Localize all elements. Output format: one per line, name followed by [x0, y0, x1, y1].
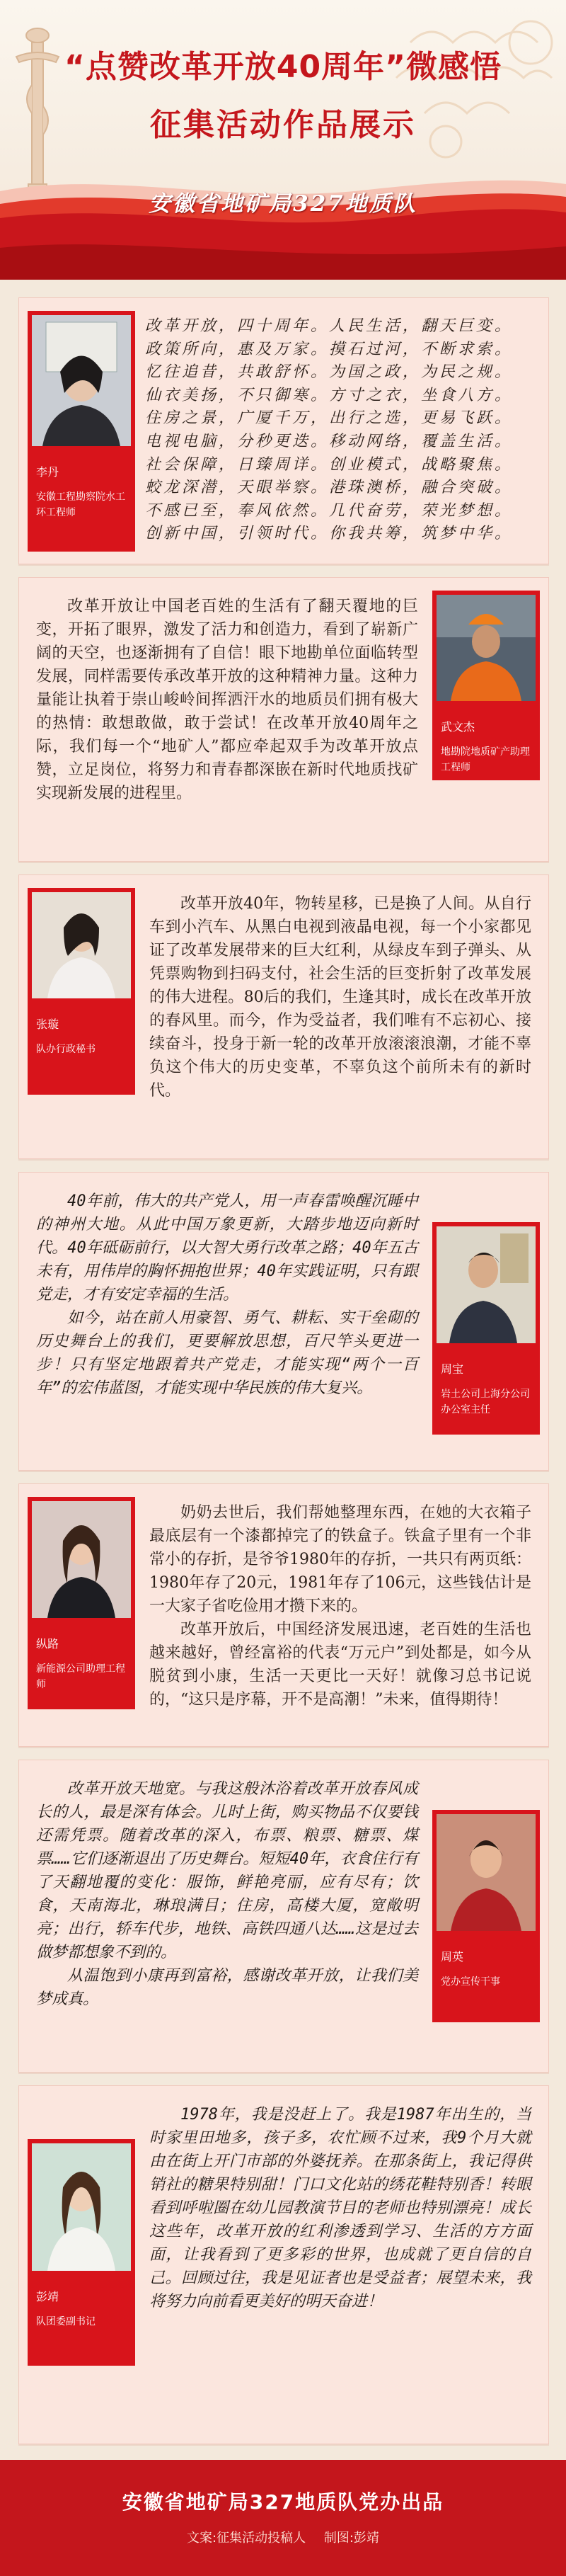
red-ribbon-wave-icon: [0, 163, 566, 280]
author-title: 党办宣传干事: [441, 1976, 500, 1988]
essay-paragraph: 如今，站在前人用豪智、勇气、耕耘、实干垒砌的历史舞台上的我们，更要解放思想，百尺竿头更进一步！只有坚定地跟着共产党走，才能实现“两个一百年”的宏伟蓝图，才能实现中华民族的伟大复兴。: [36, 1309, 418, 1397]
essay-text: [149, 892, 531, 1102]
author-panel: [28, 888, 135, 1095]
author-title: 队团委副书记: [36, 2316, 96, 2327]
footer-org: 安徽省地矿局327地质队党办出品: [122, 2490, 444, 2514]
author-name: 张璇: [36, 1018, 59, 1031]
author-panel: [28, 2139, 135, 2366]
essay-paragraph: 改革开放天地宽。与我这般沐浴着改革开放春风成长的人，最是深有体会。儿时上街，购买物品不仅要钱还需凭票。随着改革的深入，布票、粮票、糖票、煤票……它们逐渐退出了历史舞台。短短40年，衣食住行有了天翻地覆的变化：服饰，鲜艳亮丽，应有尽有；饮食，天南海北，琳琅满目；住房，高楼大厦，宽敞明亮；出行，轿车代步，地铁、高铁四通八达……这是过去做梦都想象不到的。: [36, 1780, 418, 1961]
footer: [0, 2460, 566, 2576]
author-title: 队办行政秘书: [36, 1044, 96, 1055]
author-photo: [437, 1226, 536, 1343]
poem-line: 政策所向，惠及万家。摸石过河，不断求索。: [145, 340, 514, 358]
essay-card: [18, 1760, 549, 2073]
poem-line: 社会保障，日臻周详。创业模式，战略聚焦。: [145, 455, 514, 474]
essay-card: [18, 297, 549, 564]
author-name: 周英: [441, 1950, 464, 1964]
author-name: 李丹: [36, 465, 59, 479]
essay-paragraph: 改革开放让中国老百姓的生活有了翻天覆地的巨变，开拓了眼界，激发了活力和创造力，看到了崭新广阔的天空，也逐渐拥有了自信！眼下地勘单位面临转型发展，同样需要传承改革开放的这种精神力量。这种力量能让执着于崇山峻岭间挥洒汗水的地质员们拥有极大的热情：敢想敢做，敢于尝试！在改革开放40周年之际，我们每一个“地矿人”都应牵起双手为改革开放点赞，立足岗位，将努力和青春都深嵌在新时代地质找矿实现新发展的进程里。: [36, 598, 418, 802]
author-title: 新能源公司助理工程师: [36, 1663, 125, 1690]
essay-text: [36, 595, 418, 805]
essay-text: [149, 1501, 531, 1711]
poem-line: 不感已至，奉风依然。几代奋劳，荣光梦想。: [145, 501, 514, 520]
poem-line: 忆往追昔，共敢舒怀。为国之政，为民之规。: [145, 363, 514, 382]
essay-paragraph: 从温饱到小康再到富裕，感谢改革开放，让我们美梦成真。: [36, 1967, 418, 2008]
essay-text: [36, 1777, 418, 2011]
poem-line: 蛟龙深潜，天眼举察。港珠澳桥，融合突破。: [145, 479, 514, 497]
author-name: 纵路: [36, 1637, 59, 1651]
poem-line: 住房之景，广厦千万，出行之选，更易飞跃。: [145, 409, 514, 428]
essay-paragraph: 改革开放后，中国经济发展迅速，老百姓的生活也越来越好，曾经富裕的代表“万元户”到处都是，如今从脱贫到小康，生活一天更比一天好！就像习总书记说的，“这只是序幕，开不是高潮！”未来，值得期待！: [149, 1621, 531, 1709]
essay-card: [18, 1172, 549, 1471]
title-line-2: 征集活动作品展示: [150, 107, 416, 143]
essay-text: [149, 2103, 531, 2313]
header-banner: [0, 0, 566, 280]
author-photo: [32, 892, 131, 998]
author-name: 周宝: [441, 1362, 464, 1376]
author-panel: [432, 1222, 540, 1435]
author-title: 地勘院地质矿产助理工程师: [441, 746, 530, 773]
credits-design: 制图:彭靖: [323, 2531, 379, 2546]
author-panel: [28, 311, 135, 552]
poem-line: 仙衣美扬，不只御寒。方寸之衣，坐食八方。: [145, 386, 514, 404]
author-photo: [32, 2143, 131, 2271]
header-subtitle: 安徽省地矿局327地质队: [149, 191, 417, 217]
essay-text: [36, 1190, 418, 1400]
poem-line: 改革开放，四十周年。人民生活，翻天巨变。: [145, 317, 514, 335]
essay-paragraph: 奶奶去世后，我们帮她整理东西，在她的大衣箱子最底层有一个漆都掉完了的铁盒子。铁盒子里有一个非常小的存折，是爷爷1980年的存折，一共只有两页纸：1980年存了20元，1981年存了106元，这些钱估计是一大家子省吃俭用才攒下来的。: [149, 1504, 531, 1615]
essay-card: [18, 2085, 549, 2444]
essay-paragraph: 改革开放40年，物转星移，已是换了人间。从自行车到小汽车、从黑白电视到液晶电视，每一个小家都见证了改革发展带来的巨大红利，从绿皮车到子弹头、从凭票购物到扫码支付，社会生活的巨变折射了改革发展的伟大进程。80后的我们，生逢其时，成长在改革开放的春风里。而今，作为受益者，我们唯有不忘初心、接续奋斗，投身于新一轮的改革开放滚滚浪潮，才能不辜负这个伟大的历史变革，不辜负这个前所未有的新时代。: [149, 895, 531, 1100]
author-photo: [32, 1501, 131, 1618]
author-photo: [437, 595, 536, 701]
author-name: 彭靖: [36, 2290, 59, 2303]
author-panel: [432, 1810, 540, 2022]
essay-card: [18, 577, 549, 862]
credits-text: 文案:征集活动投稿人: [187, 2531, 306, 2546]
author-photo: [437, 1814, 536, 1931]
essay-text: [145, 315, 538, 546]
author-title: 岩土公司上海分公司办公室主任: [441, 1389, 530, 1415]
essay-paragraph: 40年前，伟大的共产党人，用一声春雷唤醒沉睡中的神州大地。从此中国万象更新，大踏步地迈向新时代。40年砥砺前行，以大智大勇行改革之路；40年五古未有，用伟岸的胸怀拥抱世界；40年实践证明，只有跟党走，才有安定幸福的生活。: [36, 1192, 418, 1304]
essay-card: [18, 1483, 549, 1747]
title-line-1: “点赞改革开放40周年”微感悟: [64, 49, 502, 85]
author-panel: [28, 1497, 135, 1709]
author-name: 武文杰: [441, 720, 475, 734]
poem-line: 电视电脑，分秒更迭。移动网络，覆盖生活。: [145, 432, 514, 450]
author-photo: [32, 315, 131, 446]
poem-line: 创新中国，引领时代。你我共筹，筑梦中华。: [145, 525, 514, 543]
footer-credits: [0, 2528, 566, 2546]
essay-card: [18, 874, 549, 1159]
essay-paragraph: 1978年，我是没赶上了。我是1987年出生的，当时家里田地多，孩子多，农忙顾不过来，我9个月大就由在街上开门市部的外婆抚养。在那条街上，我记得供销社的糖果特别甜！门口文化站的绣花鞋特别香！转眼看到呼啦圈在幼儿园教演节目的老师也特别漂亮！成长这些年，改革开放的红利渗透到学习、生活的方方面面，让我看到了更多彩的世界，也成就了更自信的自己。回顾过往，我是见证者也是受益者；展望未来，我将努力向前看更美好的明天奋进！: [149, 2106, 531, 2310]
author-title: 安徽工程勘察院水工环工程师: [36, 491, 125, 518]
author-panel: [432, 591, 540, 780]
